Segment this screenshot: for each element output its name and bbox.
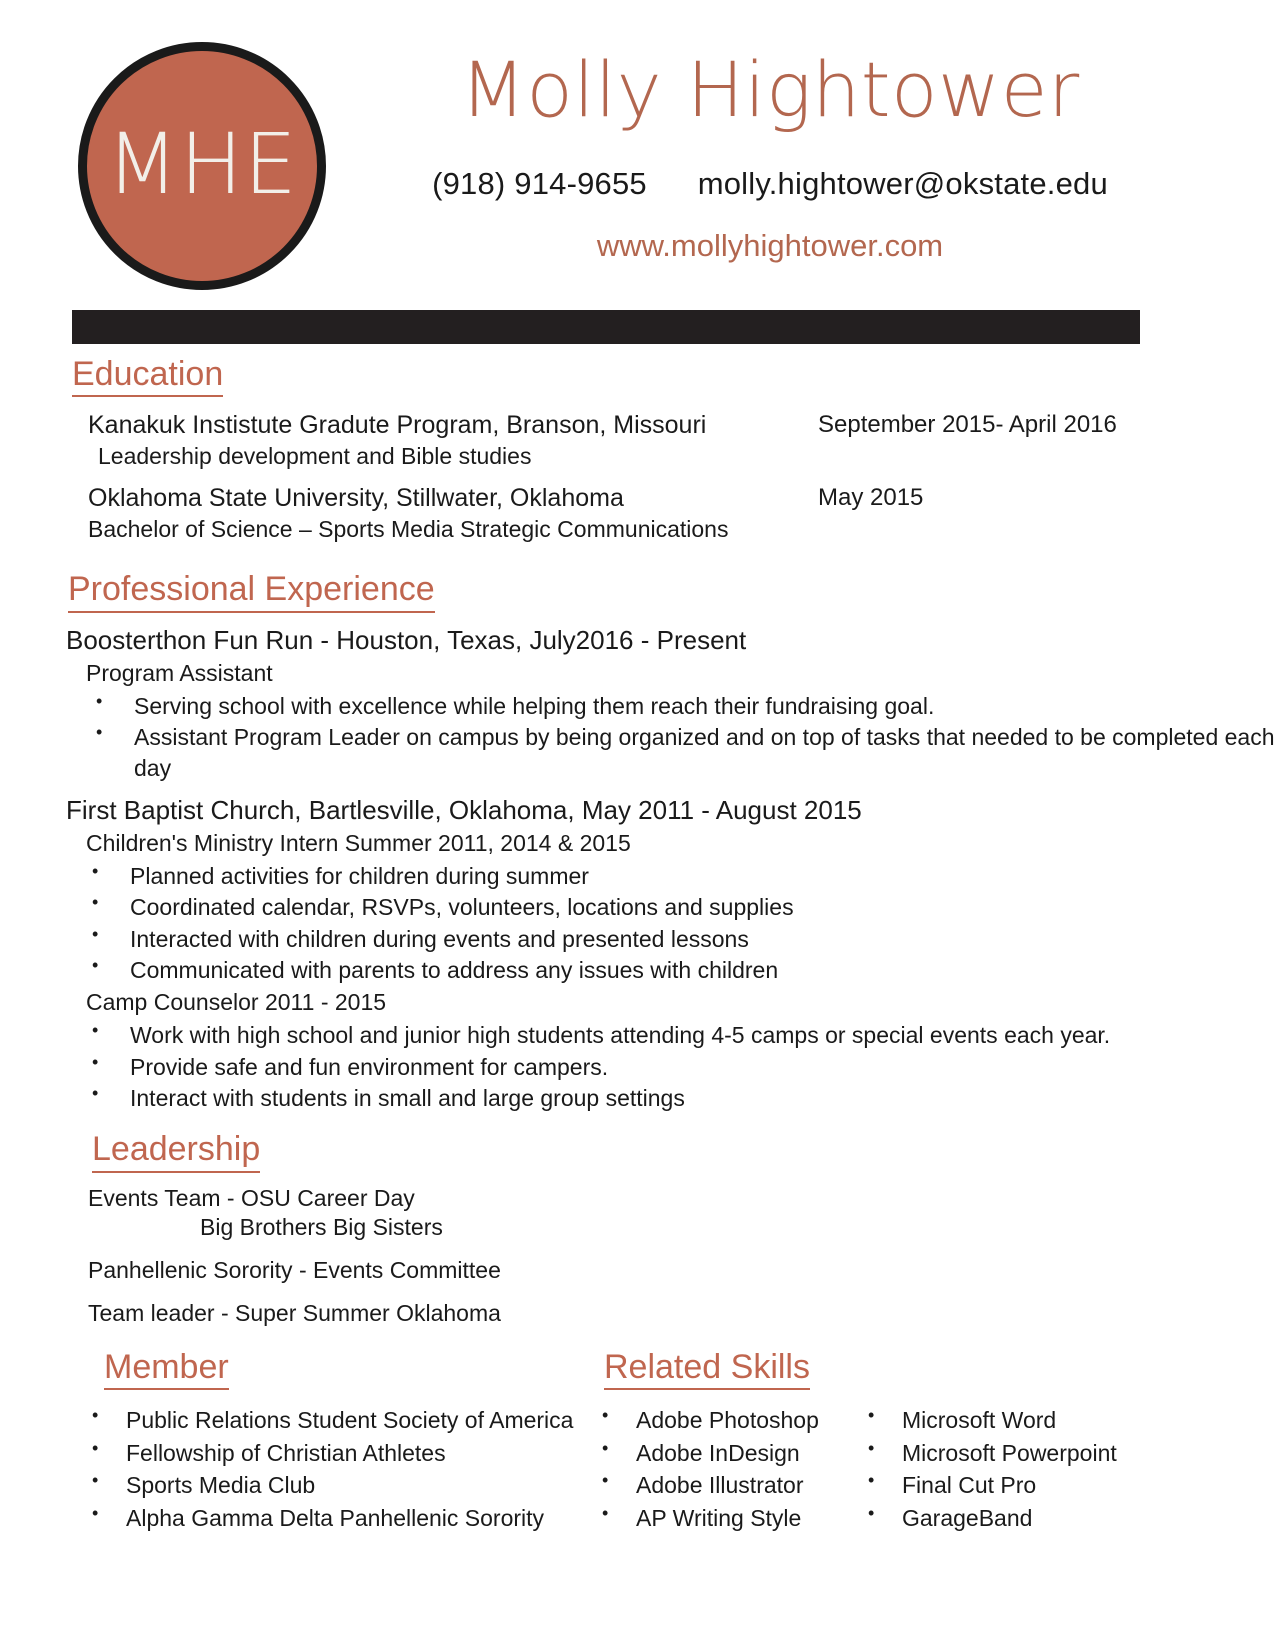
list-item: • Interact with students in small and large group settings bbox=[0, 1083, 1275, 1113]
job-heading: First Baptist Church, Bartlesville, Oklahoma, May 2011 - August 2015 bbox=[66, 794, 862, 825]
email-address[interactable]: molly.hightower@okstate.edu bbox=[697, 166, 1108, 201]
education-date: May 2015 bbox=[818, 484, 924, 512]
list-item: • Interacted with children during events and presented lessons bbox=[0, 924, 1275, 954]
education-detail: Bachelor of Science – Sports Media Strategic Communications bbox=[88, 516, 729, 543]
job-bullets-secondary bbox=[0, 1020, 1275, 1113]
list-item: • Work with high school and junior high students attending 4-5 camps or special events each year. bbox=[0, 1020, 1275, 1050]
section-heading-education: Education bbox=[72, 356, 223, 397]
monogram-text: MHE bbox=[106, 115, 298, 213]
resume-body bbox=[0, 356, 1275, 1589]
list-item: Team leader - Super Summer Oklahoma bbox=[88, 1299, 501, 1326]
list-item: • Microsoft Word bbox=[862, 1404, 1162, 1437]
member-list bbox=[0, 1404, 580, 1535]
bottom-columns bbox=[0, 1349, 1275, 1589]
list-item: • Final Cut Pro bbox=[862, 1469, 1162, 1502]
skills-list-left bbox=[596, 1404, 862, 1535]
monogram-logo bbox=[78, 42, 326, 290]
list-item: • AP Writing Style bbox=[596, 1502, 862, 1535]
education-entry bbox=[88, 484, 1275, 513]
section-heading-leadership: Leadership bbox=[92, 1131, 260, 1172]
education-date: September 2015- April 2016 bbox=[818, 411, 1117, 439]
job-role: Program Assistant bbox=[86, 659, 273, 686]
list-item: • Communicated with parents to address any issues with children bbox=[0, 955, 1275, 985]
education-detail: Leadership development and Bible studies bbox=[98, 443, 532, 470]
list-item: Events Team - OSU Career Day bbox=[88, 1184, 415, 1211]
section-education bbox=[72, 356, 1275, 397]
page-title: Molly Hightower bbox=[460, 45, 1080, 134]
contact-row bbox=[340, 166, 1200, 202]
section-member bbox=[0, 1349, 580, 1535]
section-professional-experience bbox=[68, 571, 1275, 612]
website-link[interactable]: www.mollyhightower.com bbox=[596, 228, 944, 263]
header-divider-bar bbox=[72, 310, 1140, 344]
leadership-list bbox=[88, 1185, 1275, 1327]
list-item: • Coordinated calendar, RSVPs, volunteers, locations and supplies bbox=[0, 892, 1275, 922]
education-school: Oklahoma State University, Stillwater, Oklahoma bbox=[88, 484, 624, 513]
list-item: Big Brothers Big Sisters bbox=[200, 1213, 443, 1240]
list-item: • Public Relations Student Society of America bbox=[0, 1404, 580, 1437]
section-heading-professional: Professional Experience bbox=[68, 571, 435, 612]
list-item: • Adobe Illustrator bbox=[596, 1469, 862, 1502]
list-item: • Fellowship of Christian Athletes bbox=[0, 1437, 580, 1470]
job-role: Children's Ministry Intern Summer 2011, 2014 & 2015 bbox=[86, 829, 631, 856]
section-leadership bbox=[92, 1131, 1275, 1172]
list-item: • Alpha Gamma Delta Panhellenic Sorority bbox=[0, 1502, 580, 1535]
list-item: • GarageBand bbox=[862, 1502, 1162, 1535]
list-item: • Microsoft Powerpoint bbox=[862, 1437, 1162, 1470]
education-school: Kanakuk Instistute Gradute Program, Branson, Missouri bbox=[88, 411, 707, 440]
education-entry bbox=[88, 411, 1275, 440]
resume-header bbox=[0, 0, 1275, 290]
section-heading-skills: Related Skills bbox=[604, 1349, 810, 1390]
list-item: • Assistant Program Leader on campus by being organized and on top of tasks that needed to be completed each day bbox=[0, 722, 1275, 783]
job-role-secondary: Camp Counselor 2011 - 2015 bbox=[86, 989, 387, 1016]
section-related-skills bbox=[596, 1349, 1266, 1535]
list-item: • Serving school with excellence while helping them reach their fundraising goal. bbox=[0, 691, 1275, 721]
job-heading: Boosterthon Fun Run - Houston, Texas, July2016 - Present bbox=[66, 624, 747, 655]
list-item: • Provide safe and fun environment for campers. bbox=[0, 1052, 1275, 1082]
list-item: • Sports Media Club bbox=[0, 1469, 580, 1502]
list-item: • Adobe Photoshop bbox=[596, 1404, 862, 1437]
list-item: Panhellenic Sorority - Events Committee bbox=[88, 1256, 501, 1283]
phone-number: (918) 914-9655 bbox=[432, 166, 647, 201]
list-item: • Adobe InDesign bbox=[596, 1437, 862, 1470]
job-bullets bbox=[0, 861, 1275, 985]
list-item: • Planned activities for children during summer bbox=[0, 861, 1275, 891]
section-heading-member: Member bbox=[104, 1349, 229, 1390]
skills-list-right bbox=[862, 1404, 1162, 1535]
job-bullets bbox=[0, 691, 1275, 783]
